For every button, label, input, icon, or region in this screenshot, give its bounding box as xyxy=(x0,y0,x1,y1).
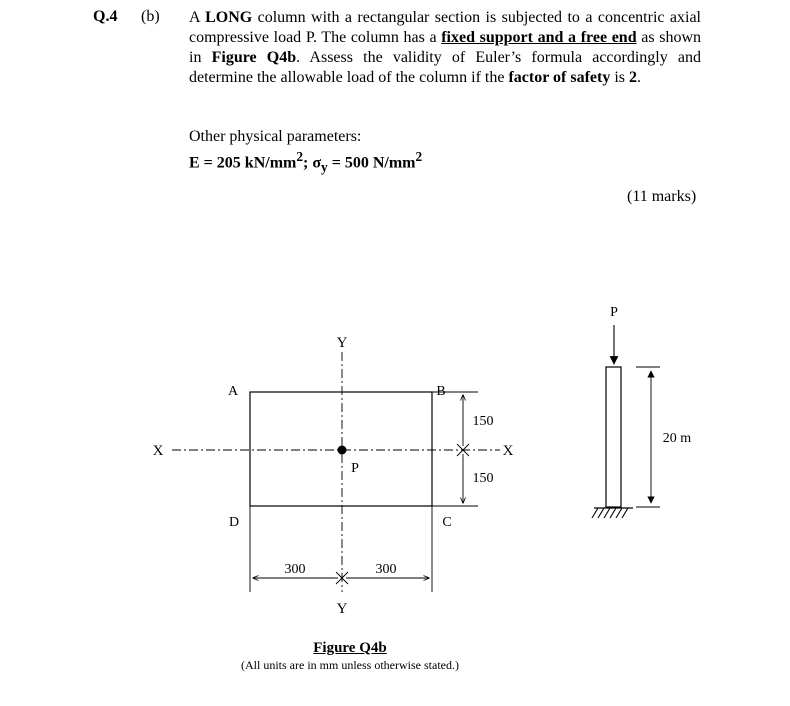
dim-right-half-label: 300 xyxy=(375,562,397,577)
text-segment: column with a rectangular section is subjected to a concentric axial compressive load P. The column has a xyxy=(189,9,702,46)
text-factor-of-safety: factor of safety xyxy=(508,69,611,86)
corner-c-label: C xyxy=(442,515,452,530)
text-bold-long: LONG xyxy=(205,9,253,26)
corner-b-label: B xyxy=(436,384,446,399)
corner-d-label: D xyxy=(228,515,240,530)
question-part: (b) xyxy=(141,8,160,25)
modulus-value: E = 205 kN/mm xyxy=(189,154,297,172)
text-segment: is xyxy=(610,69,630,86)
text-segment: . Assess the validity of Euler’s formula accordingly and determine the allowable load of the column if the xyxy=(189,49,702,86)
text-fixed-support: fixed support and a free end xyxy=(441,29,637,46)
axis-x-left-label: X xyxy=(152,443,164,459)
dim-bottom-half-label: 150 xyxy=(472,471,494,486)
column-length-label: 20 m xyxy=(662,431,692,446)
dim-left-half-label: 300 xyxy=(284,562,306,577)
figure-note: (All units are in mm unless otherwise stated.) xyxy=(241,658,459,672)
params-heading: Other physical parameters: xyxy=(189,128,362,145)
text-figure-ref: Figure Q4b xyxy=(211,49,297,66)
axis-y-top-label: Y xyxy=(336,335,348,351)
fixed-support-hatching xyxy=(592,508,628,518)
section-load-label: P xyxy=(351,461,359,476)
text-segment: A xyxy=(189,9,206,26)
text-segment: as shown in xyxy=(189,29,701,66)
marks-label: (11 marks) xyxy=(627,188,697,205)
sigma-subscript: y xyxy=(321,159,328,175)
corner-a-label: A xyxy=(227,384,239,399)
text-fos-value: 2 xyxy=(629,69,638,86)
question-number: Q.4 xyxy=(93,8,118,25)
yield-exponent: 2 xyxy=(415,149,423,164)
axis-y-bottom-label: Y xyxy=(336,601,348,617)
dim-top-half-label: 150 xyxy=(472,414,494,429)
axis-x-right-label: X xyxy=(502,443,514,459)
modulus-exponent: 2 xyxy=(296,149,304,164)
column-load-label: P xyxy=(610,305,618,320)
load-point xyxy=(338,446,347,455)
sigma-symbol: ; σ xyxy=(303,154,322,172)
column-body xyxy=(606,367,621,507)
yield-value: = 500 N/mm xyxy=(327,154,416,172)
text-segment: . xyxy=(637,69,642,86)
figure-title: Figure Q4b xyxy=(313,640,387,656)
